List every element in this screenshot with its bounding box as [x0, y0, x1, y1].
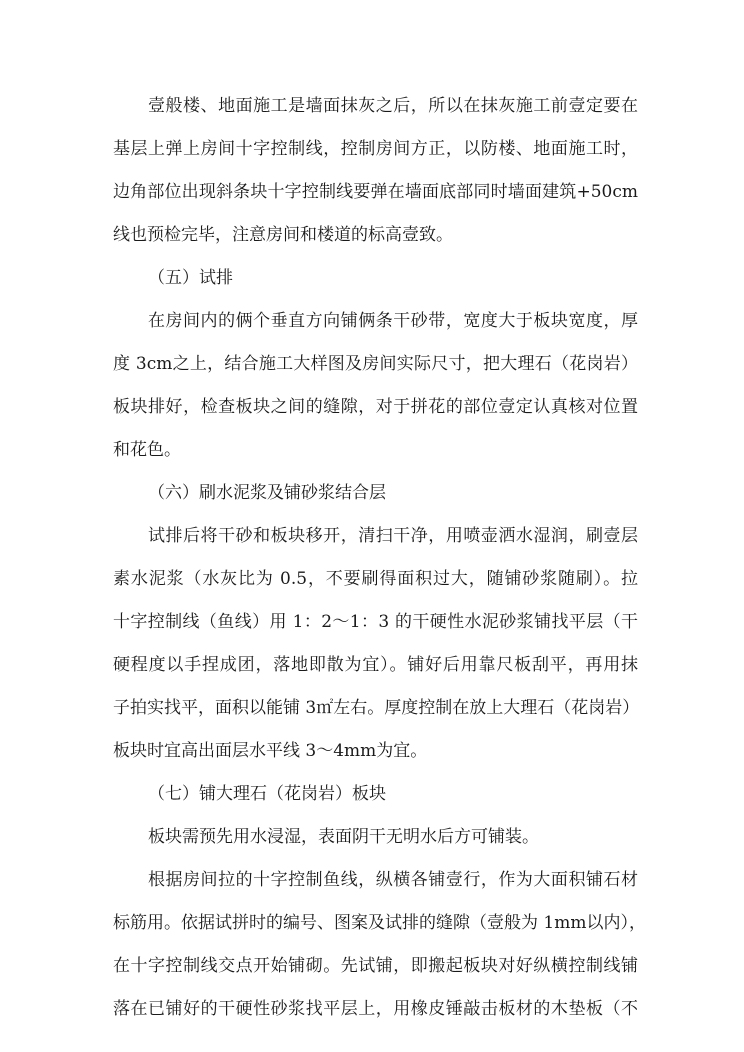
paragraph-line: 线也预检完毕，注意房间和楼道的标高壹致。 [113, 225, 453, 245]
paragraph-line: 素水泥浆（水灰比为 0.5，不要刷得面积过大，随铺砂浆随刷）。拉 [113, 569, 638, 589]
paragraph-line: 试排后将干砂和板块移开，清扫干净，用喷壶洒水湿润，刷壹层 [148, 526, 638, 546]
paragraph-line: 壹般楼、地面施工是墙面抹灰之后，所以在抹灰施工前壹定要在 [148, 96, 638, 116]
paragraph-line: 十字控制线（鱼线）用 1：2～1：3 的干硬性水泥砂浆铺找平层（干 [113, 612, 638, 632]
section-heading: （五）试排 [148, 268, 233, 288]
paragraph-line: 根据房间拉的十字控制鱼线，纵横各铺壹行，作为大面积铺石材 [148, 870, 638, 890]
paragraph-line: 在房间内的俩个垂直方向铺俩条干砂带，宽度大于板块宽度，厚 [148, 311, 638, 331]
paragraph-line: 边角部位出现斜条块十字控制线要弹在墙面底部同时墙面建筑+50cm [113, 182, 638, 202]
paragraph-line: 子拍实找平，面积以能铺 3㎡左右。厚度控制在放上大理石（花岗岩） [113, 698, 640, 718]
paragraph-line: 在十字控制线交点开始铺砌。先试铺，即搬起板块对好纵横控制线铺 [113, 956, 638, 976]
paragraph-line: 度 3cm之上，结合施工大样图及房间实际尺寸，把大理石（花岗岩） [113, 354, 638, 374]
paragraph-line: 基层上弹上房间十字控制线，控制房间方正，以防楼、地面施工时， [113, 139, 638, 159]
paragraph-line: 板块时宜高出面层水平线 3～4mm为宜。 [113, 741, 428, 761]
section-heading: （六）刷水泥浆及铺砂浆结合层 [148, 483, 386, 503]
paragraph-line: 板块需预先用水浸湿，表面阴干无明水后方可铺装。 [148, 827, 539, 847]
paragraph-line: 板块排好，检查板块之间的缝隙，对于拼花的部位壹定认真核对位置 [113, 397, 638, 417]
paragraph-line: 标筋用。依据试拼时的编号、图案及试排的缝隙（壹般为 1mm以内）， [113, 913, 646, 933]
paragraph-line: 落在已铺好的干硬性砂浆找平层上，用橡皮锤敲击板材的木垫板（不 [113, 999, 638, 1019]
paragraph-line: 和花色。 [113, 440, 181, 460]
paragraph-line: 硬程度以手捏成团，落地即散为宜）。铺好后用靠尺板刮平，再用抹 [113, 655, 638, 675]
section-heading: （七）铺大理石（花岗岩）板块 [148, 784, 386, 804]
